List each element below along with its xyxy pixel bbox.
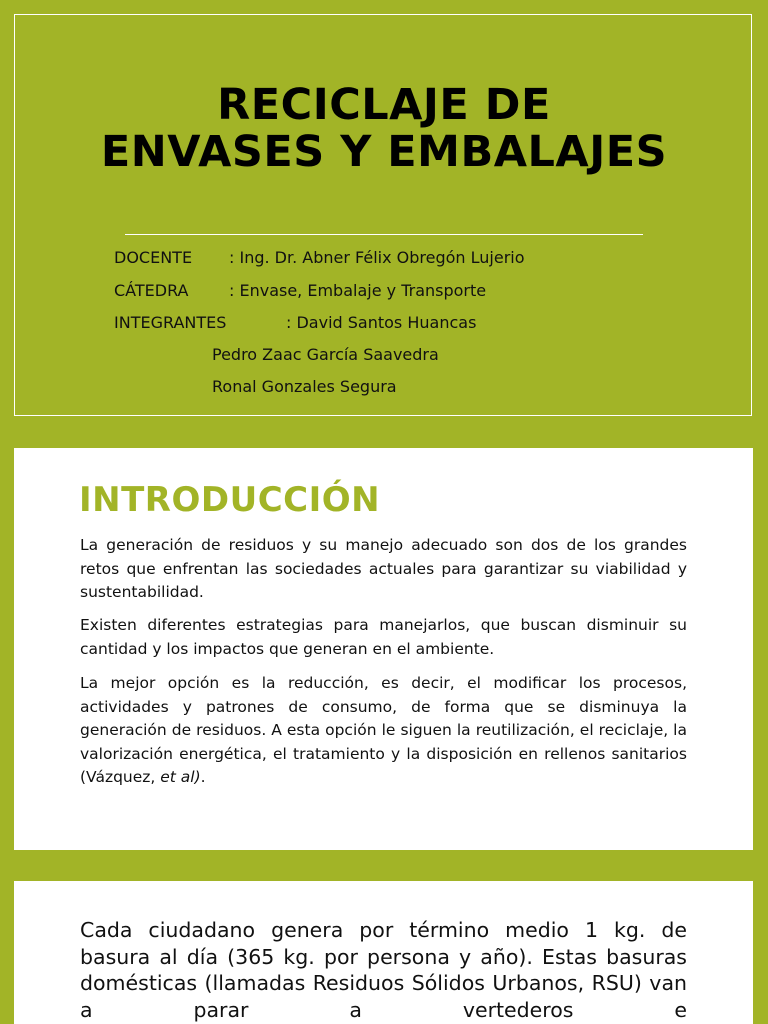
catedra-value: : Envase, Embalaje y Transporte	[229, 281, 487, 300]
citation-et-al: et al)	[155, 768, 201, 786]
presentation-title	[0, 82, 768, 176]
intro-paragraph-3-text: La mejor opción es la reducción, es decir, el modificar los procesos, actividades y patrones de consumo, de forma que se disminuya la generación de residuos. A esta opción le siguen la reutilización, el reciclaje, la valorización energética, el tratamiento y la disposición en rellenos sanitarios (Vázquez,	[80, 674, 687, 786]
introduction-heading: INTRODUCCIÓN	[79, 480, 381, 520]
docente-label: DOCENTE	[114, 248, 193, 267]
title-slide	[0, 0, 768, 432]
third-slide-paragraph: Cada ciudadano genera por término medio 1 kg. de basura al día (365 kg. por persona y año). Estas basuras domésticas (llamadas Residuos Sólidos Urbanos, RSU) van a parar a vertederos e	[80, 918, 687, 1022]
docente-value: : Ing. Dr. Abner Félix Obregón Lujerio	[229, 248, 525, 267]
title-line-2: ENVASES Y EMBALAJES	[100, 127, 668, 177]
title-line-1: RECICLAJE DE	[217, 80, 551, 130]
introduction-slide	[14, 448, 753, 850]
integrantes-row	[114, 313, 476, 333]
intro-paragraph-3	[80, 672, 687, 790]
catedra-row	[114, 281, 486, 301]
title-divider	[125, 234, 643, 235]
integrante-1: : David Santos Huancas	[286, 313, 477, 332]
third-slide	[14, 881, 753, 1024]
integrantes-label: INTEGRANTES	[114, 313, 227, 332]
integrante-3: Ronal Gonzales Segura	[212, 377, 397, 396]
docente-row	[114, 248, 525, 268]
citation-end: .	[200, 768, 206, 786]
intro-paragraph-2: Existen diferentes estrategias para manejarlos, que buscan disminuir su cantidad y los impactos que generan en el ambiente.	[80, 616, 687, 658]
integrante-2: Pedro Zaac García Saavedra	[212, 345, 439, 364]
catedra-label: CÁTEDRA	[114, 281, 189, 300]
intro-paragraph-1: La generación de residuos y su manejo adecuado son dos de los grandes retos que enfrentan las sociedades actuales para garantizar su viabilidad y sustentabilidad.	[80, 536, 687, 601]
